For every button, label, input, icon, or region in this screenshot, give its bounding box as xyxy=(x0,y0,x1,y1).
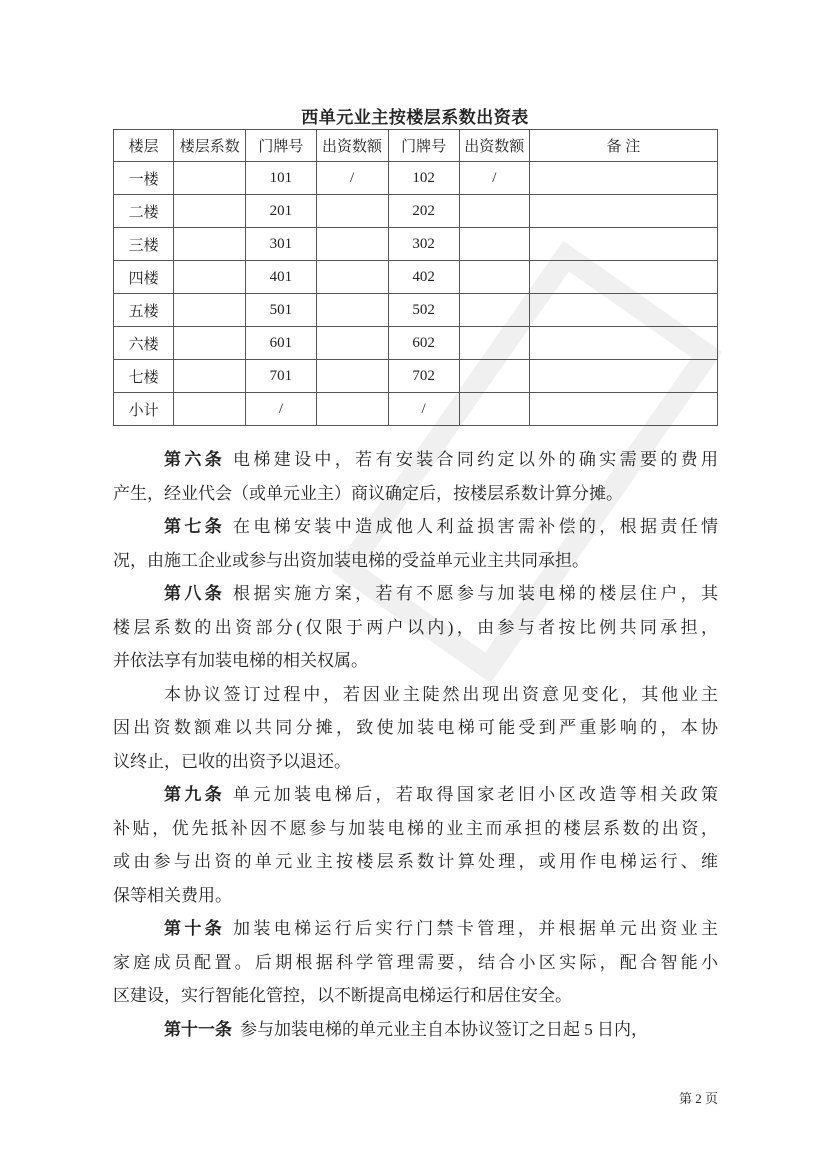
table-cell: / xyxy=(246,393,316,426)
paragraph-line xyxy=(113,477,718,511)
table-cell: 一楼 xyxy=(114,162,174,195)
table-row xyxy=(114,294,718,327)
table-cell: 102 xyxy=(388,162,459,195)
table-cell: 101 xyxy=(246,162,316,195)
article-heading: 第八条 xyxy=(164,584,226,604)
column-header: 门牌号 xyxy=(388,130,459,162)
table-cell xyxy=(459,327,529,360)
column-header: 备 注 xyxy=(529,130,717,162)
table-cell: 602 xyxy=(388,327,459,360)
paragraph-text: 议终止，已收的出资予以退还。 xyxy=(113,751,351,771)
column-header: 楼层系数 xyxy=(174,130,246,162)
paragraph-text: 或由参与出资的单元业主按楼层系数计算处理，或用作电梯运行、维 xyxy=(113,852,718,871)
paragraph-text: 保等相关费用。 xyxy=(113,885,232,905)
paragraph-line xyxy=(113,644,718,678)
table-cell xyxy=(316,393,388,426)
table-cell xyxy=(174,360,246,393)
paragraph-text: 参与加装电梯的单元业主自本协议签订之日起 5 日内， xyxy=(240,1019,648,1039)
table-cell xyxy=(459,360,529,393)
paragraph-text: 在电梯安装中造成他人利益损害需补偿的，根据责任情 xyxy=(233,517,719,536)
table-cell: 小计 xyxy=(114,393,174,426)
paragraph-line xyxy=(113,979,718,1013)
column-header: 出资数额 xyxy=(459,130,529,162)
table-cell xyxy=(529,360,717,393)
table-cell: 五楼 xyxy=(114,294,174,327)
table-row xyxy=(114,393,718,426)
paragraph-text: 本协议签订过程中，若因业主陡然出现出资意见变化，其他业主 xyxy=(164,684,718,704)
paragraph-line xyxy=(113,1013,718,1047)
table-cell: 401 xyxy=(246,261,316,294)
article-heading: 第十一条 xyxy=(164,1019,232,1040)
table-cell: 502 xyxy=(388,294,459,327)
paragraph-line xyxy=(113,711,718,745)
table-cell: 702 xyxy=(388,360,459,393)
table-cell: 302 xyxy=(388,228,459,261)
table-cell: 三楼 xyxy=(114,228,174,261)
table-cell xyxy=(529,162,717,195)
table-row xyxy=(114,162,718,195)
table-cell xyxy=(316,228,388,261)
table-cell xyxy=(316,360,388,393)
table-cell: 501 xyxy=(246,294,316,327)
paragraph-text: 产生，经业代会（或单元业主）商议确定后，按楼层系数计算分摊。 xyxy=(113,483,623,503)
paragraph-line xyxy=(113,845,718,879)
table-cell xyxy=(174,261,246,294)
paragraph-line xyxy=(113,745,718,779)
paragraph-text: 电梯建设中，若有安装合同约定以外的确实需要的费用 xyxy=(233,450,719,469)
table-cell xyxy=(529,261,717,294)
paragraph-text: 加装电梯运行后实行门禁卡管理，并根据单元出资业主 xyxy=(233,919,719,938)
table-cell xyxy=(459,195,529,228)
paragraph-line xyxy=(113,812,718,846)
paragraph-line xyxy=(113,611,718,645)
paragraph-text: 根据实施方案，若有不愿参与加装电梯的楼层住户，其 xyxy=(233,584,719,603)
table-cell: 六楼 xyxy=(114,327,174,360)
table-cell xyxy=(316,327,388,360)
table-cell: 四楼 xyxy=(114,261,174,294)
table-cell xyxy=(316,261,388,294)
paragraph-line xyxy=(113,912,718,946)
paragraph-line xyxy=(113,678,718,712)
table-cell: / xyxy=(316,162,388,195)
paragraph-text: 补贴，优先抵补因不愿参与加装电梯的业主而承担的楼层系数的出资， xyxy=(113,818,718,838)
table-cell: / xyxy=(459,162,529,195)
article-heading: 第六条 xyxy=(164,450,226,470)
paragraph-line xyxy=(113,510,718,544)
page-number: 第 2 页 xyxy=(678,1091,718,1106)
paragraph-line xyxy=(113,544,718,578)
paragraph-text: 并依法享有加装电梯的相关权属。 xyxy=(113,651,368,670)
paragraph-line xyxy=(113,778,718,812)
table-cell xyxy=(459,228,529,261)
table-cell: 301 xyxy=(246,228,316,261)
table-cell xyxy=(316,195,388,228)
table-cell xyxy=(459,393,529,426)
paragraph-line xyxy=(113,879,718,913)
column-header: 门牌号 xyxy=(246,130,316,162)
table-cell xyxy=(529,195,717,228)
paragraph-text: 家庭成员配置。后期根据科学管理需要，结合小区实际，配合智能小 xyxy=(113,952,718,972)
table-cell xyxy=(459,261,529,294)
article-heading: 第七条 xyxy=(164,517,226,537)
table-cell xyxy=(529,294,717,327)
table-row xyxy=(114,261,718,294)
paragraph-text: 况，由施工企业或参与出资加装电梯的受益单元业主共同承担。 xyxy=(113,550,589,570)
table-row xyxy=(114,228,718,261)
table-cell: 202 xyxy=(388,195,459,228)
paragraph-text: 楼层系数的出资部分(仅限于两户以内)，由参与者按比例共同承担， xyxy=(113,617,718,637)
column-header: 出资数额 xyxy=(316,130,388,162)
table-cell xyxy=(174,228,246,261)
contribution-table xyxy=(113,129,718,426)
article-heading: 第十条 xyxy=(164,919,226,939)
table-cell: 701 xyxy=(246,360,316,393)
table-cell xyxy=(174,393,246,426)
table-cell xyxy=(174,162,246,195)
table-cell xyxy=(529,228,717,261)
paragraph-line xyxy=(113,946,718,980)
column-header: 楼层 xyxy=(114,130,174,162)
table-cell xyxy=(174,294,246,327)
table-cell xyxy=(316,294,388,327)
table-row xyxy=(114,360,718,393)
table-title: 西单元业主按楼层系数出资表 xyxy=(301,108,529,128)
article-heading: 第九条 xyxy=(164,785,226,805)
paragraph-text: 区建设，实行智能化管控，以不断提高电梯运行和居住安全。 xyxy=(113,986,572,1005)
table-cell: 601 xyxy=(246,327,316,360)
table-cell: 二楼 xyxy=(114,195,174,228)
table-cell: 201 xyxy=(246,195,316,228)
table-cell xyxy=(174,195,246,228)
table-cell: 七楼 xyxy=(114,360,174,393)
table-cell: 402 xyxy=(388,261,459,294)
paragraph-text: 因出资数额难以共同分摊，致使加装电梯可能受到严重影响的，本协 xyxy=(113,718,718,737)
table-cell xyxy=(174,327,246,360)
table-cell: / xyxy=(388,393,459,426)
table-cell xyxy=(529,393,717,426)
table-row xyxy=(114,327,718,360)
table-row xyxy=(114,195,718,228)
table-header-row xyxy=(114,130,718,162)
table-cell xyxy=(529,327,717,360)
paragraph-text: 单元加装电梯后，若取得国家老旧小区改造等相关政策 xyxy=(233,785,719,804)
paragraph-line xyxy=(113,443,718,477)
document-body xyxy=(113,443,718,1046)
paragraph-line xyxy=(113,577,718,611)
table-cell xyxy=(459,294,529,327)
